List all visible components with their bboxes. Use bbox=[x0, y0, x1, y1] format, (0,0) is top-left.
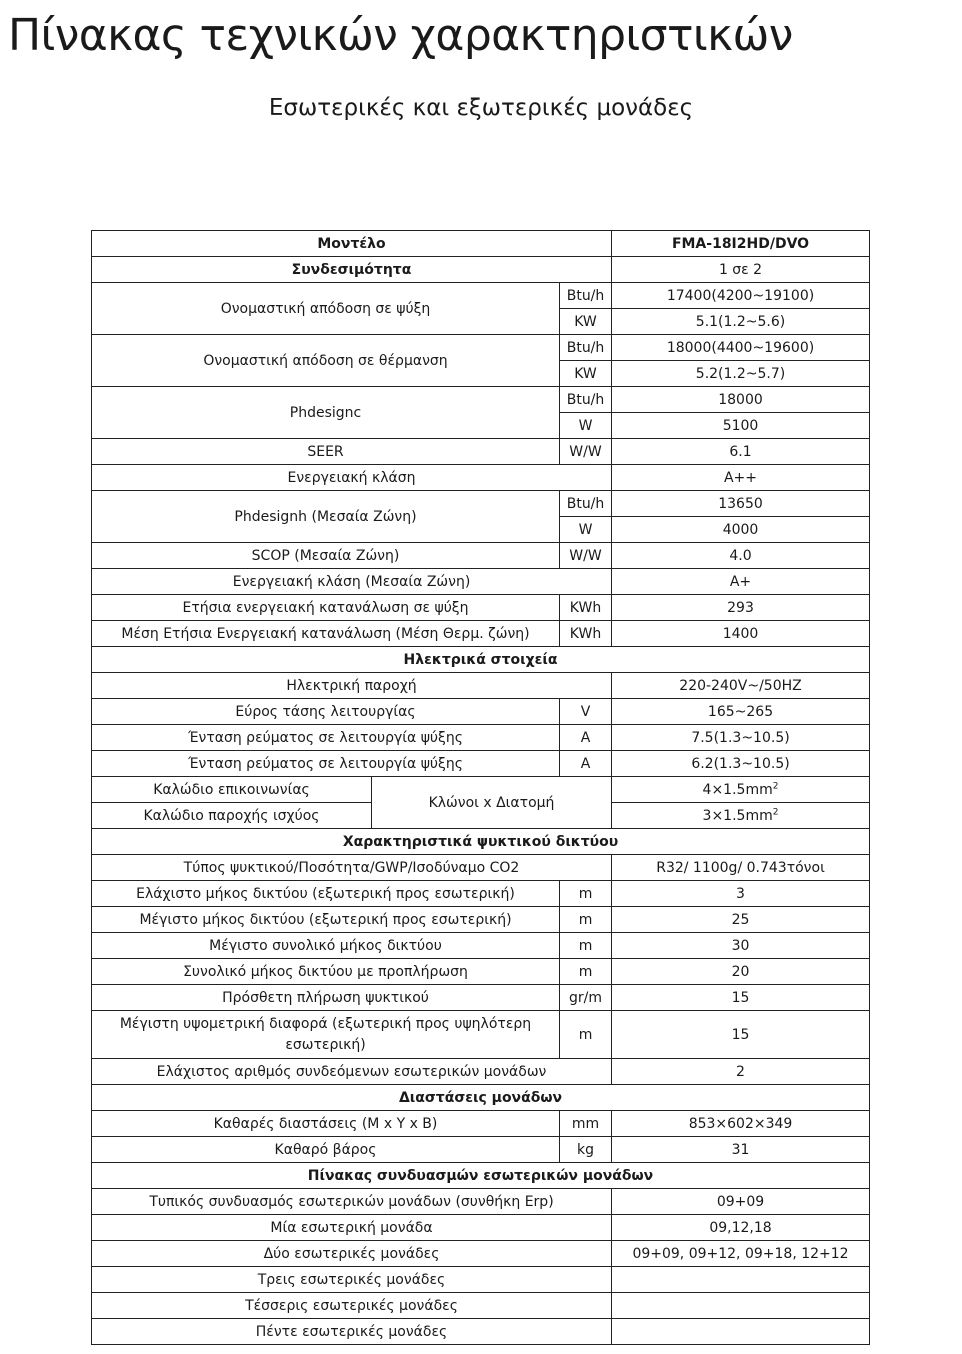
table-row bbox=[92, 985, 870, 1011]
table-row bbox=[92, 933, 870, 959]
spec-unit: A bbox=[560, 751, 612, 777]
section-header: Διαστάσεις μονάδων bbox=[92, 1085, 870, 1111]
page-subtitle: Εσωτερικές και εξωτερικές μονάδες bbox=[268, 95, 694, 121]
spec-unit: A bbox=[560, 725, 612, 751]
spec-value: $4\times 1.5mm^2$ bbox=[612, 777, 870, 803]
spec-value: 2 bbox=[612, 1059, 870, 1085]
spec-value: 220-240V~/50HZ bbox=[612, 673, 870, 699]
spec-value: 5.2(1.2~5.7) bbox=[612, 361, 870, 387]
spec-label: Ονομαστική απόδοση σε ψύξη bbox=[92, 283, 560, 335]
spec-label: Πέντε εσωτερικές μονάδες bbox=[92, 1319, 612, 1345]
spec-unit: m bbox=[560, 881, 612, 907]
section-header-row bbox=[92, 829, 870, 855]
spec-label: Ελάχιστος αριθμός συνδεόμενων εσωτερικών μονάδων bbox=[92, 1059, 612, 1085]
spec-value: 6.2(1.3~10.5) bbox=[612, 751, 870, 777]
spec-value bbox=[612, 1293, 870, 1319]
spec-value: 31 bbox=[612, 1137, 870, 1163]
spec-unit: Btu/h bbox=[560, 335, 612, 361]
table-row bbox=[92, 543, 870, 569]
table-row bbox=[92, 1293, 870, 1319]
spec-value: 4.0 bbox=[612, 543, 870, 569]
section-header-row bbox=[92, 1163, 870, 1189]
table-row bbox=[92, 1189, 870, 1215]
table-row bbox=[92, 907, 870, 933]
spec-label: Ηλεκτρική παροχή bbox=[92, 673, 612, 699]
spec-label: Μέγιστη υψομετρική διαφορά (εξωτερική προς υψηλότερη εσωτερική) bbox=[92, 1011, 560, 1059]
spec-value: 1 σε 2 bbox=[612, 257, 870, 283]
spec-label: Καθαρές διαστάσεις (Μ x Υ x Β) bbox=[92, 1111, 560, 1137]
table-row bbox=[92, 673, 870, 699]
spec-value: 4000 bbox=[612, 517, 870, 543]
spec-value: 13650 bbox=[612, 491, 870, 517]
spec-value: A+ bbox=[612, 569, 870, 595]
spec-unit: V bbox=[560, 699, 612, 725]
spec-unit: Btu/h bbox=[560, 283, 612, 309]
spec-unit: KWh bbox=[560, 621, 612, 647]
spec-label: Καλώδιο επικοινωνίας bbox=[92, 777, 372, 803]
spec-value: A++ bbox=[612, 465, 870, 491]
page-title: Πίνακας τεχνικών χαρακτηριστικών bbox=[8, 10, 793, 61]
table-row bbox=[92, 257, 870, 283]
table-row bbox=[92, 231, 870, 257]
spec-unit: KW bbox=[560, 309, 612, 335]
spec-unit: KWh bbox=[560, 595, 612, 621]
table-row bbox=[92, 1059, 870, 1085]
spec-label: Καλώδιο παροχής ισχύος bbox=[92, 803, 372, 829]
spec-value: 18000 bbox=[612, 387, 870, 413]
table-row bbox=[92, 491, 870, 517]
table-row bbox=[92, 387, 870, 413]
spec-value: 5.1(1.2~5.6) bbox=[612, 309, 870, 335]
spec-table bbox=[91, 230, 870, 1345]
spec-label: Ένταση ρεύματος σε λειτουργία ψύξης bbox=[92, 725, 560, 751]
spec-unit: Btu/h bbox=[560, 387, 612, 413]
spec-unit: gr/m bbox=[560, 985, 612, 1011]
spec-value: 165~265 bbox=[612, 699, 870, 725]
spec-label: Ενεργειακή κλάση (Μεσαία Ζώνη) bbox=[92, 569, 612, 595]
spec-unit: Btu/h bbox=[560, 491, 612, 517]
spec-label: Ονομαστική απόδοση σε θέρμανση bbox=[92, 335, 560, 387]
spec-unit: W/W bbox=[560, 439, 612, 465]
section-header-row bbox=[92, 647, 870, 673]
spec-value: R32/ 1100g/ 0.743τόνοι bbox=[612, 855, 870, 881]
spec-value: 1400 bbox=[612, 621, 870, 647]
spec-unit: Κλώνοι x Διατομή bbox=[372, 777, 612, 829]
spec-unit: m bbox=[560, 959, 612, 985]
section-header: Πίνακας συνδυασμών εσωτερικών μονάδων bbox=[92, 1163, 870, 1189]
spec-value: 853×602×349 bbox=[612, 1111, 870, 1137]
spec-label: Phdesignc bbox=[92, 387, 560, 439]
table-row bbox=[92, 725, 870, 751]
spec-value: 25 bbox=[612, 907, 870, 933]
spec-value: 6.1 bbox=[612, 439, 870, 465]
spec-label: Δύο εσωτερικές μονάδες bbox=[92, 1241, 612, 1267]
spec-value bbox=[612, 1267, 870, 1293]
table-row bbox=[92, 439, 870, 465]
spec-label: Τυπικός συνδυασμός εσωτερικών μονάδων (συνθήκη Erp) bbox=[92, 1189, 612, 1215]
table-row bbox=[92, 1215, 870, 1241]
spec-label: Μέγιστο συνολικό μήκος δικτύου bbox=[92, 933, 560, 959]
spec-value: 7.5(1.3~10.5) bbox=[612, 725, 870, 751]
table-row bbox=[92, 335, 870, 361]
spec-value bbox=[612, 1319, 870, 1345]
spec-label: Ελάχιστο μήκος δικτύου (εξωτερική προς εσωτερική) bbox=[92, 881, 560, 907]
spec-value: 17400(4200~19100) bbox=[612, 283, 870, 309]
spec-value: 5100 bbox=[612, 413, 870, 439]
spec-label: SCOP (Μεσαία Ζώνη) bbox=[92, 543, 560, 569]
spec-value: 15 bbox=[612, 985, 870, 1011]
spec-label: Μοντέλο bbox=[92, 231, 612, 257]
model-value: FMA-18I2HD/DVO bbox=[612, 231, 870, 257]
table-row bbox=[92, 1011, 870, 1059]
table-row bbox=[92, 283, 870, 309]
spec-unit: W bbox=[560, 413, 612, 439]
spec-label: Ετήσια ενεργειακή κατανάλωση σε ψύξη bbox=[92, 595, 560, 621]
spec-label: Τέσσερις εσωτερικές μονάδες bbox=[92, 1293, 612, 1319]
spec-value: 3 bbox=[612, 881, 870, 907]
spec-unit: W bbox=[560, 517, 612, 543]
spec-label: Phdesignh (Μεσαία Ζώνη) bbox=[92, 491, 560, 543]
table-row bbox=[92, 595, 870, 621]
spec-label: Μέγιστο μήκος δικτύου (εξωτερική προς εσωτερική) bbox=[92, 907, 560, 933]
spec-value: $3\times 1.5mm^2$ bbox=[612, 803, 870, 829]
section-header-row bbox=[92, 1085, 870, 1111]
table-row bbox=[92, 855, 870, 881]
table-row bbox=[92, 751, 870, 777]
spec-label: Συνολικό μήκος δικτύου με προπλήρωση bbox=[92, 959, 560, 985]
spec-unit: m bbox=[560, 907, 612, 933]
spec-label: Πρόσθετη πλήρωση ψυκτικού bbox=[92, 985, 560, 1011]
spec-unit: kg bbox=[560, 1137, 612, 1163]
table-row bbox=[92, 1241, 870, 1267]
spec-value: 15 bbox=[612, 1011, 870, 1059]
table-row bbox=[92, 465, 870, 491]
spec-unit: KW bbox=[560, 361, 612, 387]
table-row bbox=[92, 1137, 870, 1163]
spec-label: Τρεις εσωτερικές μονάδες bbox=[92, 1267, 612, 1293]
spec-label: Ενεργειακή κλάση bbox=[92, 465, 612, 491]
table-row bbox=[92, 1319, 870, 1345]
section-header: Ηλεκτρικά στοιχεία bbox=[92, 647, 870, 673]
spec-value: 30 bbox=[612, 933, 870, 959]
table-row bbox=[92, 959, 870, 985]
spec-value: 09+09, 09+12, 09+18, 12+12 bbox=[612, 1241, 870, 1267]
table-row bbox=[92, 777, 870, 803]
table-row bbox=[92, 699, 870, 725]
spec-label: Ένταση ρεύματος σε λειτουργία ψύξης bbox=[92, 751, 560, 777]
table-row bbox=[92, 569, 870, 595]
spec-label: Καθαρό βάρος bbox=[92, 1137, 560, 1163]
spec-label: Μέση Ετήσια Ενεργειακή κατανάλωση (Μέση Θερμ. ζώνη) bbox=[92, 621, 560, 647]
spec-label: Τύπος ψυκτικού/Ποσότητα/GWP/Ισοδύναμο CO2 bbox=[92, 855, 612, 881]
spec-label: Μία εσωτερική μονάδα bbox=[92, 1215, 612, 1241]
spec-label: SEER bbox=[92, 439, 560, 465]
table-row bbox=[92, 621, 870, 647]
table-row bbox=[92, 881, 870, 907]
spec-value: 09+09 bbox=[612, 1189, 870, 1215]
section-header: Χαρακτηριστικά ψυκτικού δικτύου bbox=[92, 829, 870, 855]
spec-unit: m bbox=[560, 1011, 612, 1059]
spec-value: 18000(4400~19600) bbox=[612, 335, 870, 361]
spec-value: 293 bbox=[612, 595, 870, 621]
spec-value: 20 bbox=[612, 959, 870, 985]
table-row bbox=[92, 1111, 870, 1137]
table-row bbox=[92, 1267, 870, 1293]
spec-value: 09,12,18 bbox=[612, 1215, 870, 1241]
spec-unit: W/W bbox=[560, 543, 612, 569]
spec-label: Συνδεσιμότητα bbox=[92, 257, 612, 283]
spec-label: Εύρος τάσης λειτουργίας bbox=[92, 699, 560, 725]
spec-unit: mm bbox=[560, 1111, 612, 1137]
spec-unit: m bbox=[560, 933, 612, 959]
